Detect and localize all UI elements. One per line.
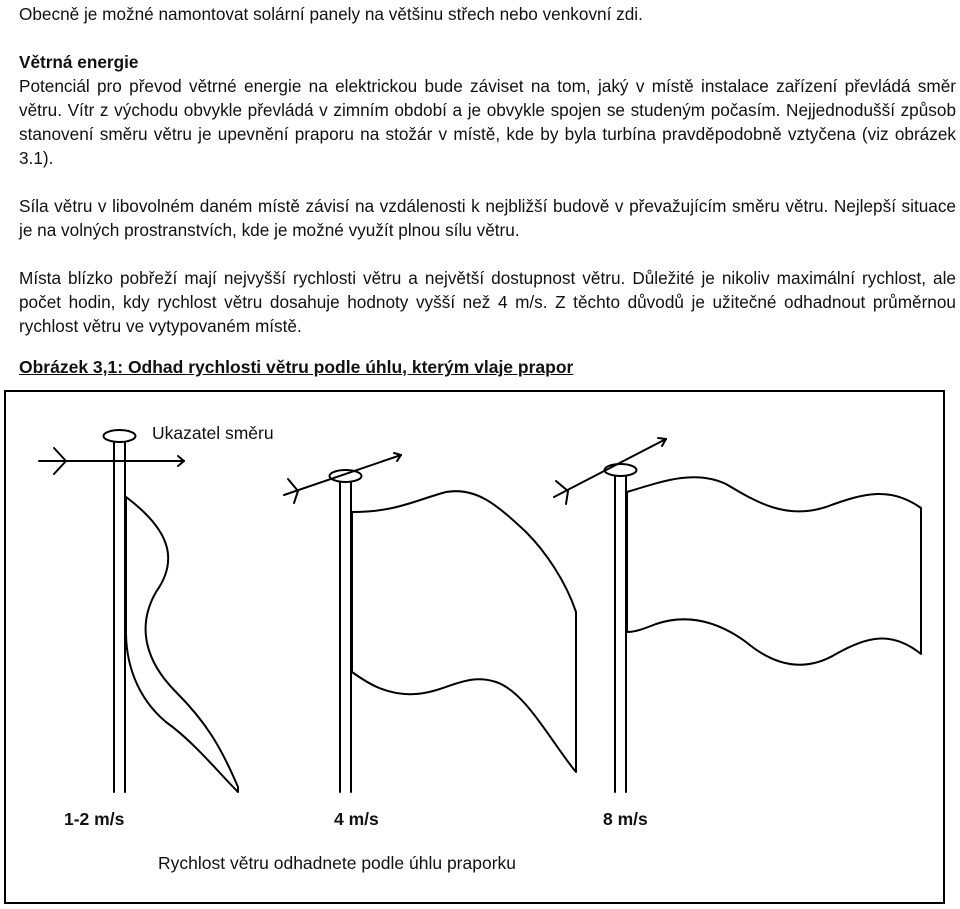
flag-pole-2 [284, 453, 401, 792]
figure-footer-note: Rychlost větru odhadnete podle úhlu praporku [158, 853, 517, 873]
flag-pole-1 [39, 430, 184, 792]
speed-label-2: 4 m/s [334, 809, 379, 829]
paragraph-wind-direction: Potenciál pro převod větrné energie na elektrickou bude záviset na tom, jaký v místě instalace zařízení převládá směr větru. Vítr z východu obvykle převládá v zimním období a je obvykle spojen se studeným počasím. Nejjednodušší způsob stanovení směru větru je upevnění praporu na stožár v místě, kde by byla turbína pravděpodobně vztyčena (viz obrázek 3.1). [19, 76, 956, 168]
paragraph-wind-strength: Síla větru v libovolném daném místě závisí na vzdálenosti k nejbližší budově v převažujícím směru větru. Nejlepší situace je na volných prostranstvích, kde je možné využít plnou sílu větru. [19, 196, 956, 240]
direction-pointer-label: Ukazatel směru [152, 423, 274, 443]
flag-1 [126, 497, 238, 792]
figure-caption: Obrázek 3,1: Odhad rychlosti větru podle úhlu, kterým vlaje prapor [19, 357, 574, 377]
intro-paragraph: Obecně je možné namontovat solární panely na většinu střech nebo venkovní zdi. [19, 4, 643, 24]
section-heading: Větrná energie [19, 52, 139, 72]
flag-3 [627, 477, 921, 665]
speed-label-3: 8 m/s [603, 809, 648, 829]
flag-2 [352, 491, 576, 772]
speed-label-1: 1-2 m/s [64, 809, 125, 829]
flags-illustration [6, 392, 947, 906]
figure-flags [4, 390, 945, 904]
flag-pole-3 [554, 438, 666, 792]
paragraph-coastal-wind: Místa blízko pobřeží mají nejvyšší rychlosti větru a největší dostupnost větru. Důležité je nikoliv maximální rychlost, ale počet hodin, kdy rychlost větru dosahuje hodnoty vyšší než 4 m/s. Z těchto důvodů je užitečné odhadnout průměrnou rychlost větru ve vytypovaném místě. [19, 268, 956, 336]
